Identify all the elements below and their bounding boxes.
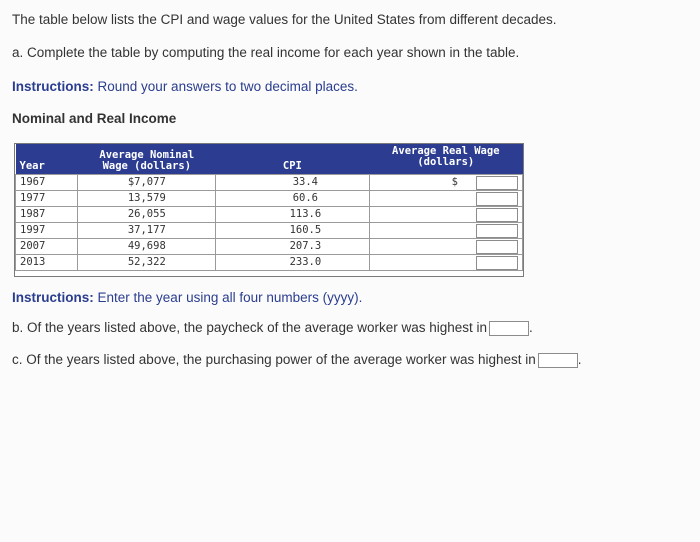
real-wage-cell (369, 191, 522, 207)
nominal-wage-cell: 37,177 (78, 223, 216, 239)
income-table (14, 143, 524, 277)
nominal-wage-cell: 49,698 (78, 239, 216, 255)
cpi-cell: 33.4 (216, 175, 369, 191)
part-c-text: c. Of the years listed above, the purchasing power of the average worker was highest in (12, 352, 536, 367)
instructions-label: Instructions: (12, 79, 94, 94)
table-row (16, 223, 523, 239)
part-b-question (12, 320, 533, 336)
table-row (16, 175, 523, 191)
header-year: Year (16, 144, 78, 175)
instructions-year-text: Enter the year using all four numbers (yyyy). (93, 290, 363, 305)
intro-text: The table below lists the CPI and wage values for the United States from different decades. (12, 12, 557, 27)
header-cpi: CPI (216, 144, 369, 175)
header-nominal-line2: Wage (dollars) (102, 160, 192, 172)
cpi-cell: 160.5 (216, 223, 369, 239)
part-c-question (12, 352, 582, 368)
part-c-answer-input[interactable] (538, 353, 578, 368)
real-wage-input-1977[interactable] (476, 192, 518, 206)
instructions-round (12, 79, 358, 94)
header-nominal-wage (78, 144, 216, 175)
cpi-cell: 60.6 (216, 191, 369, 207)
real-wage-input-1997[interactable] (476, 224, 518, 238)
instructions-year (12, 290, 362, 305)
part-c-period: . (577, 352, 582, 367)
header-real-wage (369, 144, 522, 175)
real-wage-cell (369, 255, 522, 271)
real-wage-input-2013[interactable] (476, 256, 518, 270)
year-cell: 1987 (16, 207, 78, 223)
table-title: Nominal and Real Income (12, 111, 177, 126)
year-cell: 1967 (16, 175, 78, 191)
real-wage-cell (369, 239, 522, 255)
table-header-row (16, 144, 523, 175)
real-wage-cell (369, 223, 522, 239)
nominal-wage-cell: 26,055 (78, 207, 216, 223)
real-wage-input-1987[interactable] (476, 208, 518, 222)
year-cell: 2007 (16, 239, 78, 255)
instructions-text: Round your answers to two decimal places. (93, 79, 358, 94)
real-wage-input-1967[interactable] (476, 176, 518, 190)
nominal-wage-cell: 52,322 (78, 255, 216, 271)
dollar-sign: $ (451, 176, 458, 188)
header-nominal-line1: Average Nominal (99, 149, 195, 161)
cpi-cell: 113.6 (216, 207, 369, 223)
year-cell: 1977 (16, 191, 78, 207)
year-cell: 1997 (16, 223, 78, 239)
part-a-text: a. Complete the table by computing the real income for each year shown in the table. (12, 45, 520, 60)
nominal-wage-cell: 13,579 (78, 191, 216, 207)
nominal-wage-cell: $7,077 (78, 175, 216, 191)
real-wage-cell (369, 175, 522, 191)
real-wage-input-2007[interactable] (476, 240, 518, 254)
cpi-cell: 207.3 (216, 239, 369, 255)
real-wage-cell (369, 207, 522, 223)
table-row (16, 191, 523, 207)
instructions-year-label: Instructions: (12, 290, 94, 305)
part-b-text: b. Of the years listed above, the paycheck of the average worker was highest in (12, 320, 488, 335)
table-row (16, 239, 523, 255)
table-row (16, 207, 523, 223)
table-row (16, 255, 523, 271)
year-cell: 2013 (16, 255, 78, 271)
header-real-line1: Average Real Wage (392, 145, 500, 157)
part-b-period: . (529, 320, 533, 335)
part-b-answer-input[interactable] (489, 321, 529, 336)
cpi-cell: 233.0 (216, 255, 369, 271)
header-real-line2: (dollars) (417, 156, 475, 168)
